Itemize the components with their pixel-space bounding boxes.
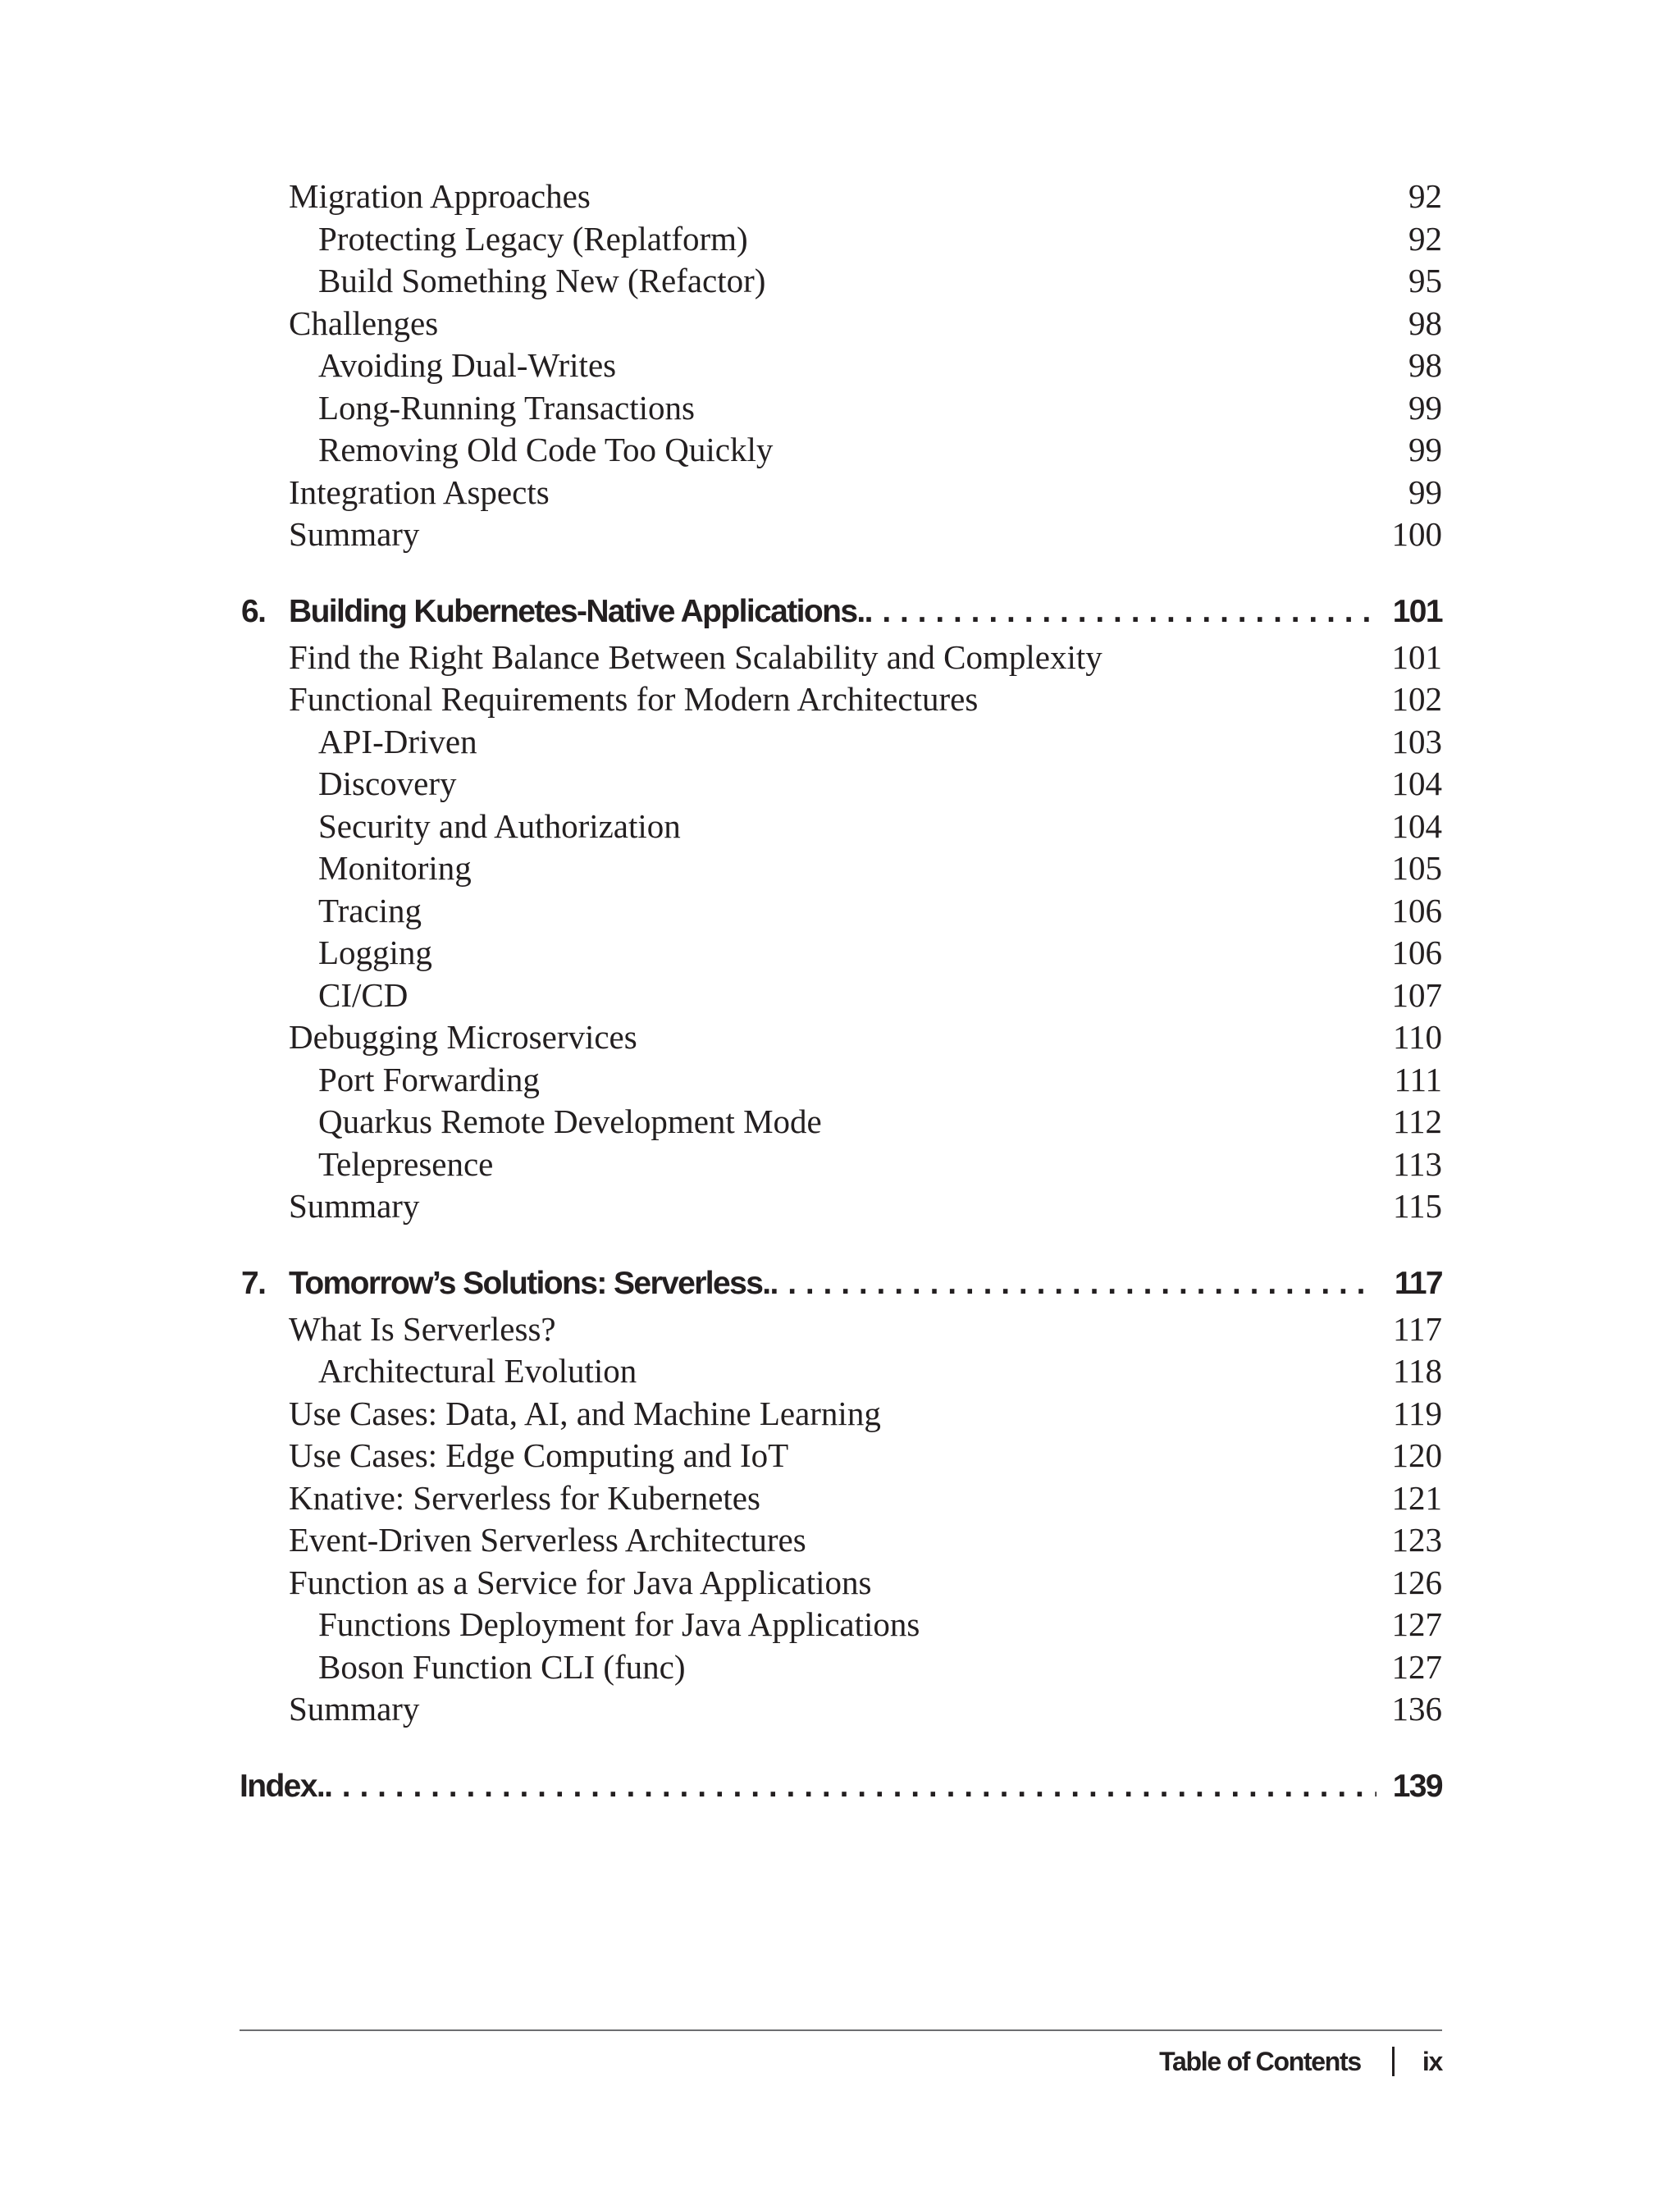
- footer-separator: [1392, 2047, 1395, 2076]
- entry-title: Build Something New (Refactor): [318, 262, 766, 299]
- chapter-title-leader: [289, 1262, 1376, 1305]
- chapter-page-number: 101: [1392, 593, 1442, 629]
- toc-subsection-entry[interactable]: [240, 218, 1442, 261]
- toc-section-entry[interactable]: [240, 472, 1442, 514]
- chapter-title: Index.: [240, 1768, 325, 1804]
- entry-page-number: 101: [1391, 637, 1442, 676]
- toc-section-entry[interactable]: [240, 1393, 1442, 1436]
- entry-page-number: 113: [1393, 1144, 1442, 1183]
- entry-title: Functions Deployment for Java Applications: [318, 1605, 920, 1643]
- toc-subsection-entry[interactable]: [240, 890, 1442, 933]
- dot-leader: [865, 591, 1376, 633]
- chapter-number: 6.: [241, 593, 266, 629]
- entry-page-number: 92: [1408, 219, 1442, 258]
- entry-page-number: 127: [1391, 1605, 1442, 1643]
- entry-page-number: 115: [1393, 1187, 1442, 1225]
- entry-page-number: 123: [1391, 1521, 1442, 1559]
- chapter-heading[interactable]: [240, 1262, 1442, 1305]
- entry-page-number: 99: [1408, 388, 1442, 427]
- entry-page-number: 127: [1391, 1647, 1442, 1686]
- toc-subsection-entry[interactable]: [240, 429, 1442, 472]
- entry-page-number: 119: [1393, 1394, 1442, 1432]
- entry-page-number: 111: [1394, 1060, 1442, 1098]
- entry-title: Boson Function CLI (func): [318, 1647, 686, 1686]
- chapter-page-number: 117: [1394, 1265, 1442, 1301]
- entry-page-number: 106: [1391, 934, 1442, 971]
- toc-section-entry[interactable]: [240, 1688, 1442, 1731]
- entry-title: Find the Right Balance Between Scalability and Complexity: [289, 637, 1102, 676]
- entry-page-number: 106: [1391, 891, 1442, 929]
- entry-title: Use Cases: Data, AI, and Machine Learning: [289, 1394, 881, 1432]
- entry-page-number: 103: [1391, 722, 1442, 760]
- entry-page-number: 117: [1393, 1309, 1442, 1348]
- toc-subsection-entry[interactable]: [240, 345, 1442, 387]
- toc-section-entry[interactable]: [240, 678, 1442, 721]
- entry-title: Debugging Microservices: [289, 1018, 637, 1056]
- entry-title: Telepresence: [318, 1144, 494, 1183]
- entry-title: CI/CD: [318, 975, 409, 1014]
- toc-section-entry[interactable]: [240, 1016, 1442, 1059]
- entry-title: Port Forwarding: [318, 1060, 540, 1098]
- toc-subsection-entry[interactable]: [240, 387, 1442, 430]
- chapter-title: Building Kubernetes-Native Applications.: [289, 593, 865, 629]
- entry-title: Integration Aspects: [289, 472, 550, 511]
- toc-subsection-entry[interactable]: [240, 763, 1442, 806]
- entry-title: Challenges: [289, 304, 439, 342]
- chapter-heading[interactable]: [240, 591, 1442, 633]
- entry-title: Removing Old Code Too Quickly: [318, 431, 774, 468]
- toc-subsection-entry[interactable]: [240, 1646, 1442, 1689]
- chapter-title-leader: [240, 1765, 1376, 1808]
- toc-section-entry[interactable]: [240, 637, 1442, 679]
- entry-page-number: 98: [1408, 346, 1442, 384]
- toc-subsection-entry[interactable]: [240, 1059, 1442, 1102]
- entry-page-number: 104: [1391, 765, 1442, 802]
- entry-title: Architectural Evolution: [318, 1352, 637, 1390]
- entry-title: Event-Driven Serverless Architectures: [289, 1521, 806, 1559]
- toc-subsection-entry[interactable]: [240, 847, 1442, 890]
- entry-page-number: 121: [1391, 1478, 1442, 1517]
- entry-page-number: 126: [1391, 1563, 1442, 1601]
- chapter-title-leader: [289, 591, 1376, 633]
- entry-title: Knative: Serverless for Kubernetes: [289, 1478, 760, 1517]
- entry-title: Long-Running Transactions: [318, 388, 695, 427]
- entry-title: Summary: [289, 1187, 420, 1225]
- table-of-contents: [240, 176, 1442, 1811]
- entry-page-number: 110: [1393, 1018, 1442, 1056]
- footer-page-number: ix: [1422, 2047, 1442, 2076]
- entry-title: Migration Approaches: [289, 177, 591, 215]
- entry-page-number: 120: [1391, 1436, 1442, 1474]
- entry-page-number: 105: [1391, 849, 1442, 887]
- footer-section-title: Table of Contents: [1159, 2047, 1361, 2076]
- toc-section-entry[interactable]: [240, 1519, 1442, 1562]
- entry-title: Protecting Legacy (Replatform): [318, 219, 748, 258]
- entry-page-number: 95: [1408, 262, 1442, 299]
- dot-leader: [324, 1765, 1376, 1808]
- entry-page-number: 107: [1391, 975, 1442, 1014]
- toc-subsection-entry[interactable]: [240, 932, 1442, 975]
- chapter-number: 7.: [241, 1265, 266, 1301]
- entry-title: Quarkus Remote Development Mode: [318, 1102, 822, 1140]
- entry-page-number: 100: [1391, 515, 1442, 553]
- entry-title: Tracing: [318, 891, 422, 929]
- toc-section-entry[interactable]: [240, 1477, 1442, 1520]
- entry-title: What Is Serverless?: [289, 1309, 556, 1348]
- entry-page-number: 92: [1408, 177, 1442, 215]
- toc-subsection-entry[interactable]: [240, 1144, 1442, 1186]
- toc-subsection-entry[interactable]: [240, 975, 1442, 1017]
- toc-subsection-entry[interactable]: [240, 1350, 1442, 1393]
- toc-section-entry[interactable]: [240, 1435, 1442, 1477]
- entry-title: Use Cases: Edge Computing and IoT: [289, 1436, 789, 1474]
- toc-subsection-entry[interactable]: [240, 260, 1442, 303]
- footer-rule: [240, 2029, 1442, 2031]
- entry-page-number: 98: [1408, 304, 1442, 342]
- toc-section-entry[interactable]: [240, 303, 1442, 345]
- toc-section-entry[interactable]: [240, 1562, 1442, 1605]
- entry-page-number: 112: [1393, 1102, 1442, 1140]
- entry-title: Summary: [289, 1690, 420, 1728]
- toc-subsection-entry[interactable]: [240, 721, 1442, 764]
- dot-leader: [770, 1262, 1376, 1305]
- chapter-title: Tomorrow’s Solutions: Serverless.: [289, 1265, 770, 1301]
- toc-subsection-entry[interactable]: [240, 1101, 1442, 1144]
- entry-page-number: 102: [1391, 680, 1442, 718]
- entry-title: Functional Requirements for Modern Architectures: [289, 680, 979, 718]
- entry-title: Logging: [318, 934, 432, 971]
- entry-page-number: 99: [1408, 431, 1442, 468]
- entry-page-number: 99: [1408, 472, 1442, 511]
- toc-subsection-entry[interactable]: [240, 806, 1442, 848]
- entry-title: Function as a Service for Java Applications: [289, 1563, 872, 1601]
- entry-title: Avoiding Dual-Writes: [318, 346, 617, 384]
- toc-section-entry[interactable]: [240, 1308, 1442, 1351]
- entry-title: Summary: [289, 515, 420, 553]
- entry-page-number: 118: [1393, 1352, 1442, 1390]
- page-footer: [1159, 2041, 1442, 2082]
- entry-page-number: 136: [1391, 1690, 1442, 1728]
- toc-section-entry[interactable]: [240, 514, 1442, 556]
- toc-subsection-entry[interactable]: [240, 1604, 1442, 1646]
- toc-section-entry[interactable]: [240, 176, 1442, 218]
- entry-title: Monitoring: [318, 849, 472, 887]
- entry-title: Security and Authorization: [318, 806, 681, 845]
- entry-page-number: 104: [1391, 806, 1442, 845]
- index-heading[interactable]: [240, 1765, 1442, 1808]
- toc-section-entry[interactable]: [240, 1185, 1442, 1228]
- chapter-page-number: 139: [1392, 1768, 1442, 1804]
- entry-title: API-Driven: [318, 722, 477, 760]
- entry-title: Discovery: [318, 765, 457, 802]
